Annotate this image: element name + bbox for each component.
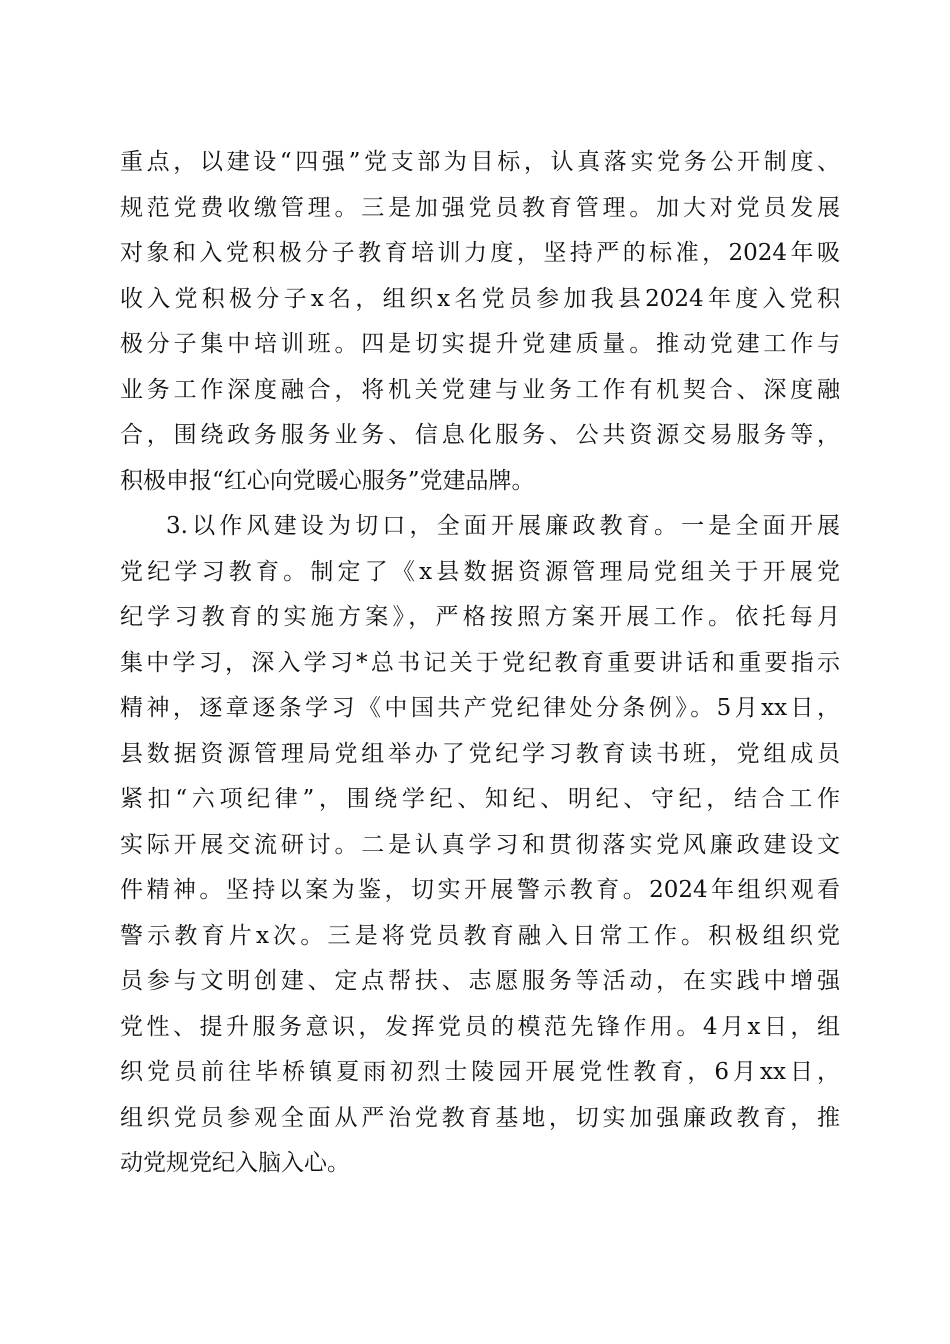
text-line: 警示教育片x次。三是将党员教育融入日常工作。积极组织党 [120, 922, 840, 949]
text-line: 积极申报“红心向党暖心服务”党建品牌。 [120, 467, 535, 494]
text-line: 极分子集中培训班。四是切实提升党建质量。推动党建工作与 [120, 331, 840, 357]
text-line: 合，围绕政务服务业务、信息化服务、公共资源交易服务等， [120, 422, 840, 448]
text-line: 重点，以建设“四强”党支部为目标，认真落实党务公开制度、 [120, 149, 840, 175]
text-line: 收入党积极分子x名，组织x名党员参加我县2024年度入党积 [120, 285, 840, 312]
text-line: 3.以作风建设为切口，全面开展廉政教育。一是全面开展 [166, 513, 840, 539]
paragraph-integrity-education [120, 504, 840, 1187]
text-line: 动党规党纪入脑入心。 [120, 1150, 350, 1176]
text-line: 党纪学习教育。制定了《x县数据资源管理局党组关于开展党 [120, 558, 840, 585]
text-line: 实际开展交流研讨。二是认真学习和贯彻落实党风廉政建设文 [120, 831, 840, 858]
text-line: 精神，逐章逐条学习《中国共产党纪律处分条例》。5月xx日， [120, 695, 840, 721]
body-text [120, 140, 840, 1187]
text-line: 县数据资源管理局党组举办了党纪学习教育读书班，党组成员 [120, 740, 840, 767]
text-line: 纪学习教育的实施方案》，严格按照方案开展工作。依托每月 [120, 604, 840, 630]
text-line: 紧扣“六项纪律”，围绕学纪、知纪、明纪、守纪，结合工作 [120, 786, 840, 812]
text-line: 件精神。坚持以案为鉴，切实开展警示教育。2024年组织观看 [120, 877, 840, 903]
text-line: 党性、提升服务意识，发挥党员的模范先锋作用。4月x日，组 [120, 1013, 840, 1040]
text-line: 业务工作深度融合，将机关党建与业务工作有机契合、深度融 [120, 376, 840, 403]
text-line: 组织党员参观全面从严治党教育基地，切实加强廉政教育，推 [120, 1104, 840, 1131]
text-line: 织党员前往毕桥镇夏雨初烈士陵园开展党性教育，6月xx日， [120, 1059, 840, 1085]
text-line: 规范党费收缴管理。三是加强党员教育管理。加大对党员发展 [120, 194, 840, 221]
text-line: 集中学习，深入学习*总书记关于党纪教育重要讲话和重要指示 [120, 649, 840, 676]
text-line: 员参与文明创建、定点帮扶、志愿服务等活动，在实践中增强 [120, 968, 840, 994]
text-line: 对象和入党积极分子教育培训力度，坚持严的标准，2024年吸 [120, 240, 840, 266]
paragraph-party-building [120, 140, 840, 504]
